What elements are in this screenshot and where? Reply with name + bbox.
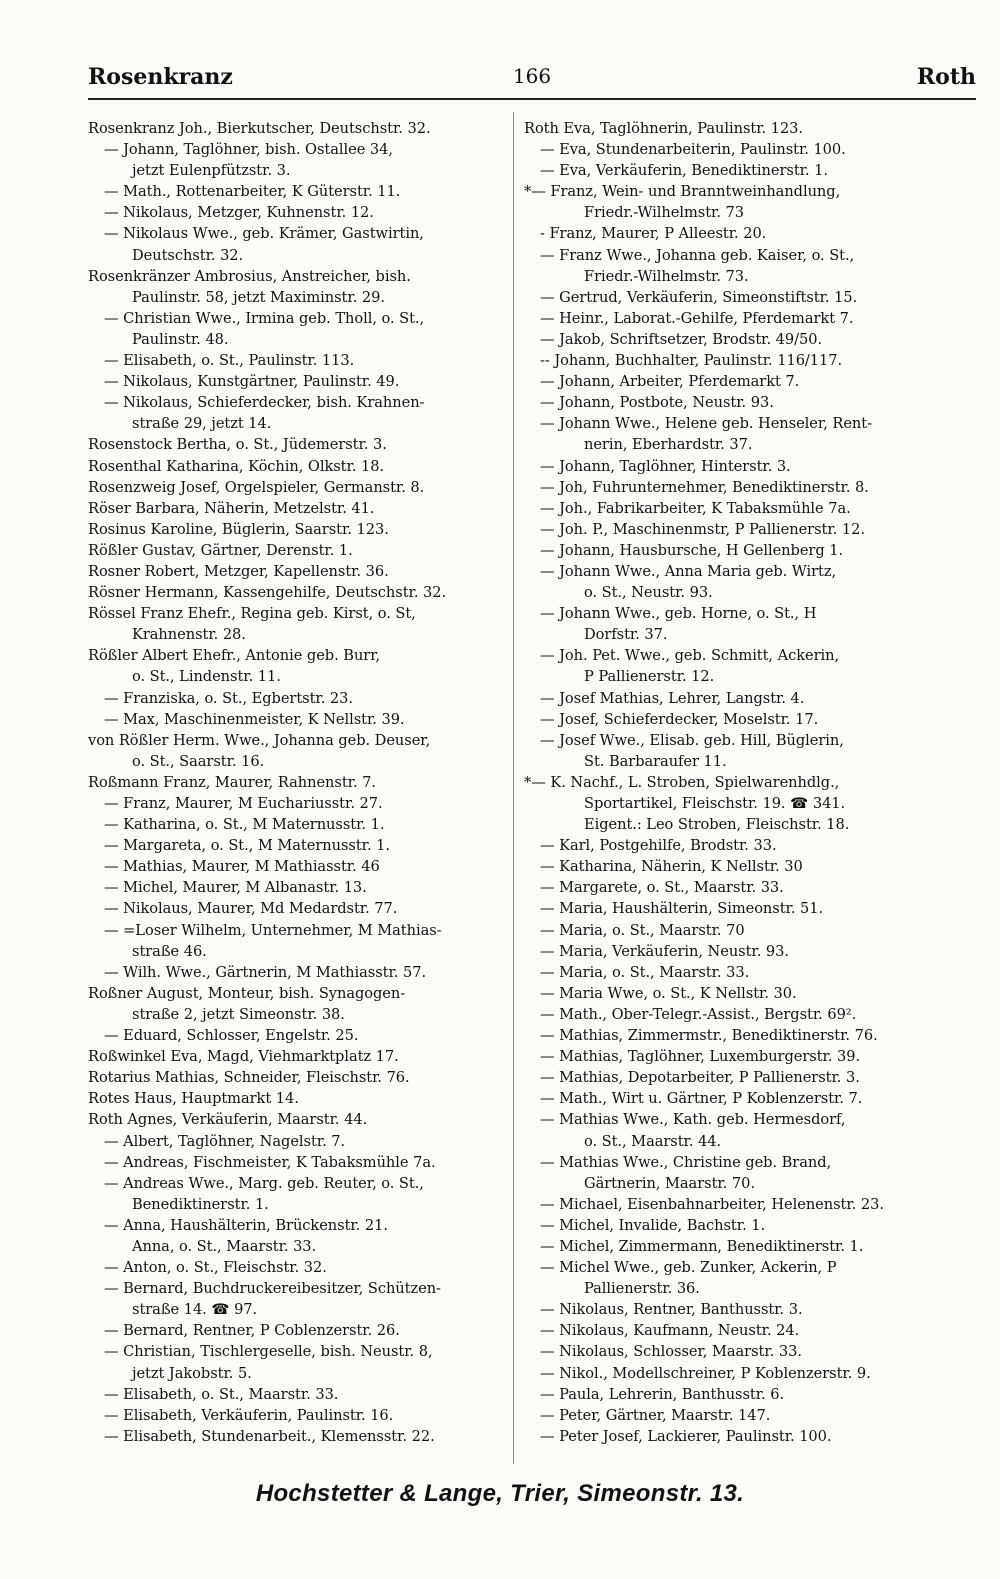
directory-entry-line: — Johann, Postbote, Neustr. 93. [540,394,774,412]
directory-entry-line: — Nikolaus, Kunstgärtner, Paulinstr. 49. [104,373,400,391]
directory-entry-line: — Max, Maschinenmeister, K Nellstr. 39. [104,710,405,728]
directory-entry-line: Paulinstr. 48. [132,330,229,348]
directory-entry-line: Anna, o. St., Maarstr. 33. [132,1237,317,1255]
directory-entry-line: — Paula, Lehrerin, Banthusstr. 6. [540,1385,785,1403]
directory-entry-line: Röser Barbara, Näherin, Metzelstr. 41. [88,499,375,517]
directory-entry-line: — Bernard, Buchdruckereibesitzer, Schützen- [104,1280,441,1298]
directory-entry-line: Rosinus Karoline, Büglerin, Saarstr. 123. [88,520,389,538]
directory-entry-line: o. St., Maarstr. 44. [584,1132,722,1150]
directory-entry-line: — Margareta, o. St., M Maternusstr. 1. [104,837,390,855]
directory-entry-line: — Eva, Verkäuferin, Benediktinerstr. 1. [540,162,828,180]
directory-entry-line: — Franz Wwe., Johanna geb. Kaiser, o. St., [540,246,855,264]
directory-entry-line: — Michel, Zimmermann, Benediktinerstr. 1. [540,1237,864,1255]
directory-entry-line: — Mathias, Taglöhner, Luxemburgerstr. 39. [540,1048,861,1066]
directory-entry-line: — Heinr., Laborat.-Gehilfe, Pferdemarkt 7. [540,309,854,327]
directory-entry-line: — Josef Mathias, Lehrer, Langstr. 4. [540,689,805,707]
directory-entry-line: — Peter, Gärtner, Maarstr. 147. [540,1406,771,1424]
directory-entry-line: — Nikolaus, Metzger, Kuhnenstr. 12. [104,204,374,222]
directory-entry-line: — Michel, Maurer, M Albanastr. 13. [104,879,367,897]
directory-entry-line: Friedr.-Wilhelmstr. 73 [584,204,744,222]
directory-entry-line: — Michel, Invalide, Bachstr. 1. [540,1216,766,1234]
directory-entry-line: straße 46. [132,942,207,960]
directory-entry-line: Gärtnerin, Maarstr. 70. [584,1174,755,1192]
directory-entry-line: — Math., Rottenarbeiter, K Güterstr. 11. [104,183,401,201]
directory-entry-line: Dorfstr. 37. [584,626,668,644]
directory-entry-line: — Josef, Schieferdecker, Moselstr. 17. [540,710,819,728]
page-header [88,64,976,96]
directory-entry-line: — Maria, o. St., Maarstr. 70 [540,921,745,939]
directory-entry-line: o. St., Saarstr. 16. [132,752,265,770]
header-left-keyword: Rosenkranz [88,64,233,90]
directory-entry-line: o. St., Neustr. 93. [584,584,713,602]
directory-entry-line: — Michel Wwe., geb. Zunker, Ackerin, P [540,1259,837,1277]
directory-entry-line: - Franz, Maurer, P Alleestr. 20. [540,225,767,243]
directory-entry-line: — Jakob, Schriftsetzer, Brodstr. 49/50. [540,330,823,348]
directory-entry-line: straße 2, jetzt Simeonstr. 38. [132,1005,345,1023]
directory-entry-line: — Michael, Eisenbahnarbeiter, Helenenstr. 23. [540,1195,884,1213]
directory-entry-line: Roßwinkel Eva, Magd, Viehmarktplatz 17. [88,1048,399,1066]
directory-entry-line: Friedr.-Wilhelmstr. 73. [584,267,749,285]
directory-entry-line: — Nikolaus Wwe., geb. Krämer, Gastwirtin, [104,225,424,243]
directory-entry-line: — Nikolaus, Maurer, Md Medardstr. 77. [104,900,398,918]
directory-entry-line: Rosenkränzer Ambrosius, Anstreicher, bish. [88,267,411,285]
directory-entry-line: Rosenkranz Joh., Bierkutscher, Deutschstr. 32. [88,120,431,137]
directory-entry-line: — Eva, Stundenarbeiterin, Paulinstr. 100. [540,141,846,159]
footer-advertisement: Hochstetter & Lange, Trier, Simeonstr. 13. [255,1480,745,1507]
directory-entry-line: Roth Eva, Taglöhnerin, Paulinstr. 123. [524,120,804,137]
directory-entry-line: — Nikolaus, Rentner, Banthusstr. 3. [540,1301,803,1319]
directory-entry-line: — =Loser Wilhelm, Unternehmer, M Mathias- [104,921,442,939]
directory-entry-line: nerin, Eberhardstr. 37. [584,436,753,454]
left-column [88,118,506,1447]
directory-entry-line: o. St., Lindenstr. 11. [132,668,281,686]
directory-entry-line: straße 14. ☎ 97. [132,1301,258,1319]
directory-entry-line: — Katharina, o. St., M Maternusstr. 1. [104,816,385,834]
directory-entry-line: Rotes Haus, Hauptmarkt 14. [88,1090,299,1108]
directory-entry-line: — Franziska, o. St., Egbertstr. 23. [104,689,353,707]
directory-entry-line: — Maria, o. St., Maarstr. 33. [540,963,750,981]
directory-entry-line: Rosner Robert, Metzger, Kapellenstr. 36. [88,562,389,580]
directory-entry-line: — Nikolaus, Schieferdecker, bish. Krahnen- [104,394,425,412]
directory-entry-line: *— K. Nachf., L. Stroben, Spielwarenhdlg., [524,773,840,791]
directory-entry-line: — Gertrud, Verkäuferin, Simeonstiftstr. 15. [540,288,858,306]
directory-entry-line: *— Franz, Wein- und Branntweinhandlung, [524,183,841,201]
directory-entry-line: Benediktinerstr. 1. [132,1195,269,1213]
directory-entry-line: St. Barbaraufer 11. [584,752,727,770]
directory-entry-line: — Joh. Pet. Wwe., geb. Schmitt, Ackerin, [540,647,840,665]
directory-entry-line: — Anna, Haushälterin, Brückenstr. 21. [104,1216,388,1234]
directory-entry-line: — Nikolaus, Kaufmann, Neustr. 24. [540,1322,800,1340]
directory-entry-line: — Math., Ober-Telegr.-Assist., Bergstr. 69². [540,1005,857,1023]
directory-entry-line: — Nikol., Modellschreiner, P Koblenzerstr. 9. [540,1364,871,1382]
directory-entry-line: — Mathias Wwe., Kath. geb. Hermesdorf, [540,1111,846,1129]
directory-entry-line: Rößler Albert Ehefr., Antonie geb. Burr, [88,647,381,665]
directory-entry-line: straße 29, jetzt 14. [132,415,272,433]
directory-entry-line: jetzt Jakobstr. 5. [132,1364,252,1382]
directory-entry-line: — Elisabeth, o. St., Paulinstr. 113. [104,352,355,370]
directory-entry-line: von Rößler Herm. Wwe., Johanna geb. Deuser, [88,731,431,749]
right-column [524,118,974,1447]
directory-entry-line: — Johann, Arbeiter, Pferdemarkt 7. [540,373,800,391]
directory-entry-line: Sportartikel, Fleischstr. 19. ☎ 341. [584,795,846,812]
directory-entry-line: — Christian, Tischlergeselle, bish. Neustr. 8, [104,1343,433,1361]
directory-entry-line: Paulinstr. 58, jetzt Maximinstr. 29. [132,288,385,306]
header-right-keyword: Roth [916,64,976,90]
directory-entry-line: — Johann, Taglöhner, Hinterstr. 3. [540,457,791,475]
directory-entry-line: — Anton, o. St., Fleischstr. 32. [104,1259,327,1277]
directory-entry-line: — Johann, Hausbursche, H Gellenberg 1. [540,541,844,559]
directory-entry-line: — Joh., Fabrikarbeiter, K Tabaksmühle 7a. [540,499,851,517]
directory-entry-line: — Johann, Taglöhner, bish. Ostallee 34, [104,141,393,159]
directory-entry-line: — Nikolaus, Schlosser, Maarstr. 33. [540,1343,802,1361]
column-divider [513,112,514,1464]
directory-entry-line: — Josef Wwe., Elisab. geb. Hill, Büglerin, [540,731,844,749]
directory-entry-line: — Elisabeth, Verkäuferin, Paulinstr. 16. [104,1406,394,1424]
directory-entry-line: Rosenzweig Josef, Orgelspieler, Germanstr. 8. [88,478,425,496]
directory-entry-line: Roßmann Franz, Maurer, Rahnenstr. 7. [88,773,376,791]
directory-entry-line: Roßner August, Monteur, bish. Synagogen- [88,984,406,1002]
directory-entry-line: — Johann Wwe., geb. Horne, o. St., H [540,605,817,623]
directory-entry-line: P Pallienerstr. 12. [584,668,715,686]
directory-entry-line: jetzt Eulenpfützstr. 3. [132,162,291,180]
directory-entry-line: — Joh, Fuhrunternehmer, Benediktinerstr. 8. [540,478,869,496]
directory-entry-line: Pallienerstr. 36. [584,1280,700,1298]
directory-entry-line: — Johann Wwe., Helene geb. Henseler, Rent- [540,415,872,433]
directory-entry-line: — Eduard, Schlosser, Engelstr. 25. [104,1027,359,1045]
directory-entry-line: — Elisabeth, o. St., Maarstr. 33. [104,1385,339,1403]
directory-entry-line: — Bernard, Rentner, P Coblenzerstr. 26. [104,1322,400,1340]
directory-entry-line: Eigent.: Leo Stroben, Fleischstr. 18. [584,816,850,834]
directory-entry-line: -- Johann, Buchhalter, Paulinstr. 116/117. [540,352,843,370]
directory-entry-line: — Mathias, Zimmermstr., Benediktinerstr. 76. [540,1027,878,1045]
directory-entry-line: — Maria, Haushälterin, Simeonstr. 51. [540,900,824,918]
directory-entry-line: — Mathias, Maurer, M Mathiasstr. 46 [104,858,380,876]
directory-entry-line: — Wilh. Wwe., Gärtnerin, M Mathiasstr. 57. [104,963,427,981]
directory-entry-line: — Franz, Maurer, M Euchariusstr. 27. [104,795,383,812]
directory-entry-line: Rotarius Mathias, Schneider, Fleischstr. 76. [88,1069,410,1087]
directory-entry-line: Rosenthal Katharina, Köchin, Olkstr. 18. [88,457,385,475]
directory-entry-line: — Margarete, o. St., Maarstr. 33. [540,879,784,897]
directory-entry-line: — Andreas Wwe., Marg. geb. Reuter, o. St., [104,1174,424,1192]
directory-entry-line: — Christian Wwe., Irmina geb. Tholl, o. St., [104,309,425,327]
directory-entry-line: — Johann Wwe., Anna Maria geb. Wirtz, [540,562,837,580]
directory-entry-line: — Albert, Taglöhner, Nagelstr. 7. [104,1132,346,1150]
directory-entry-line: Krahnenstr. 28. [132,626,246,644]
directory-entry-line: Rössel Franz Ehefr., Regina geb. Kirst, o. St, [88,605,416,623]
directory-entry-line: — Andreas, Fischmeister, K Tabaksmühle 7a. [104,1153,436,1171]
directory-entry-line: — Katharina, Näherin, K Nellstr. 30 [540,858,803,876]
directory-entry-line: — Elisabeth, Stundenarbeit., Klemensstr. 22. [104,1427,435,1445]
directory-entry-line: — Maria, Verkäuferin, Neustr. 93. [540,942,789,960]
directory-entry-line: Rosenstock Bertha, o. St., Jüdemerstr. 3. [88,436,387,454]
directory-entry-line: Deutschstr. 32. [132,246,244,264]
directory-entry-line: — Karl, Postgehilfe, Brodstr. 33. [540,837,777,855]
directory-entry-line: — Mathias Wwe., Christine geb. Brand, [540,1153,832,1171]
directory-entry-line: — Math., Wirt u. Gärtner, P Koblenzerstr. 7. [540,1090,863,1108]
directory-entry-line: Roth Agnes, Verkäuferin, Maarstr. 44. [88,1111,368,1129]
directory-entry-line: — Maria Wwe, o. St., K Nellstr. 30. [540,984,797,1002]
directory-entry-line: Rößler Gustav, Gärtner, Derenstr. 1. [88,541,353,559]
page-number: 166 [512,64,552,88]
directory-entry-line: Rösner Hermann, Kassengehilfe, Deutschstr. 32. [88,584,447,602]
directory-entry-line: — Peter Josef, Lackierer, Paulinstr. 100. [540,1427,832,1445]
directory-entry-line: — Joh. P., Maschinenmstr, P Pallienerstr. 12. [540,520,865,538]
header-rule [88,98,976,100]
directory-entry-line: — Mathias, Depotarbeiter, P Pallienerstr. 3. [540,1069,860,1087]
